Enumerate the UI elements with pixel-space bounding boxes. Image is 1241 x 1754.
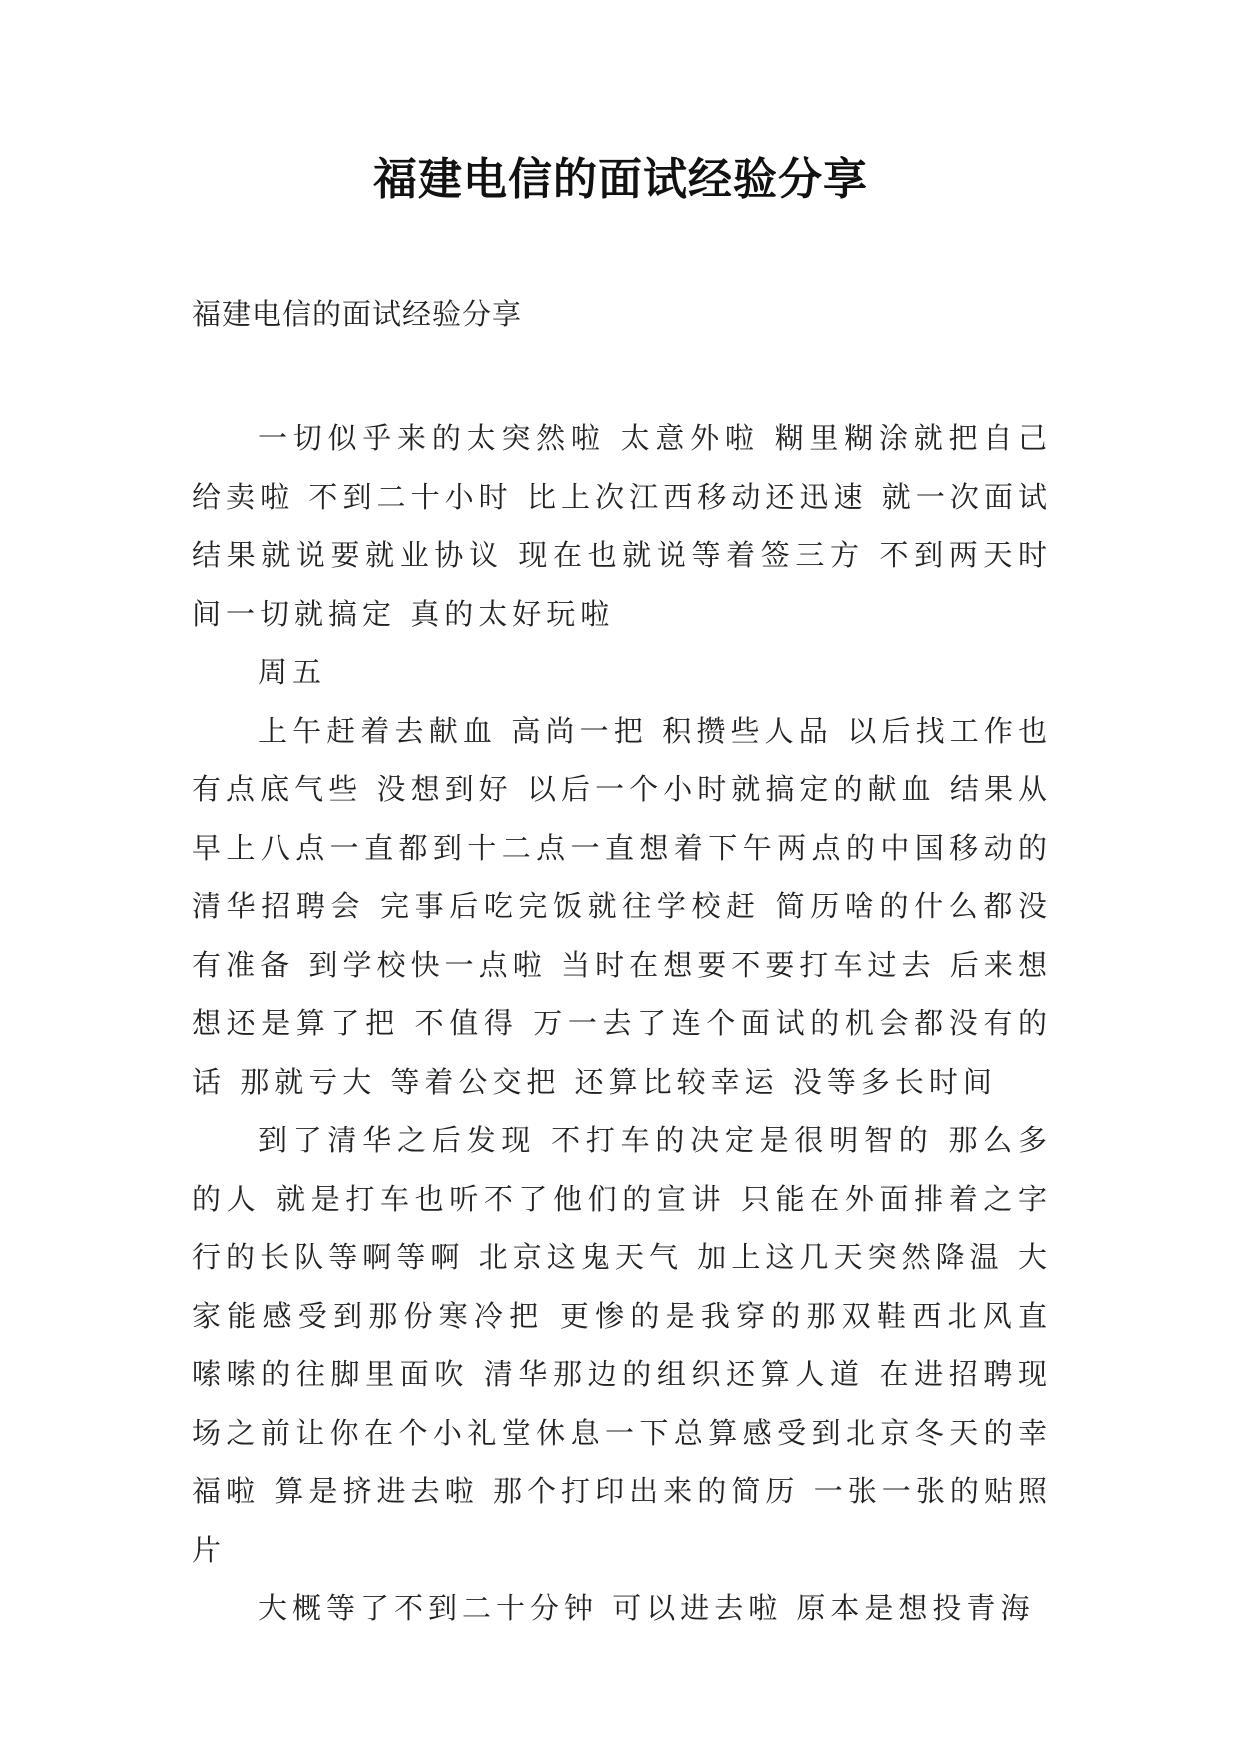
paragraph-heading-friday: 周五	[258, 655, 327, 689]
document-body	[192, 409, 1052, 1638]
paragraph-intro: 一切似乎来的太突然啦 太意外啦 糊里糊涂就把自己给卖啦 不到二十小时 比上次江西移动还迅速 就一次面试结果就说要就业协议 现在也就说等着签三方 不到两天时间一切就搞定 真的太好玩啦	[192, 421, 1052, 631]
document-title: 福建电信的面试经验分享	[373, 154, 868, 205]
document-subtitle: 福建电信的面试经验分享	[192, 297, 523, 331]
paragraph-morning: 上午赶着去献血 高尚一把 积攒些人品 以后找工作也有点底气些 没想到好 以后一个小时就搞定的献血 结果从早上八点一直都到十二点一直想着下午两点的中国移动的清华招聘会 完事后吃完饭就往学校赶 简历啥的什么都没有准备 到学校快一点啦 当时在想要不要打车过去 后来想想还是算了把 不值得 万一去了连个面试的机会都没有的话 那就亏大 等着公交把 还算比较幸运 没等多长时间	[192, 713, 1052, 1099]
paragraph-tsinghua: 到了清华之后发现 不打车的决定是很明智的 那么多的人 就是打车也听不了他们的宣讲 只能在外面排着之字行的长队等啊等啊 北京这鬼天气 加上这几天突然降温 大家能感受到那份寒冷把 更惨的是我穿的那双鞋西北风直嗦嗦的往脚里面吹 清华那边的组织还算人道 在进招聘现场之前让你在个小礼堂休息一下总算感受到北京冬天的幸福啦 算是挤进去啦 那个打印出来的简历 一张一张的贴照片	[192, 1123, 1052, 1567]
paragraph-waiting: 大概等了不到二十分钟 可以进去啦 原本是想投青海	[258, 1591, 1035, 1625]
